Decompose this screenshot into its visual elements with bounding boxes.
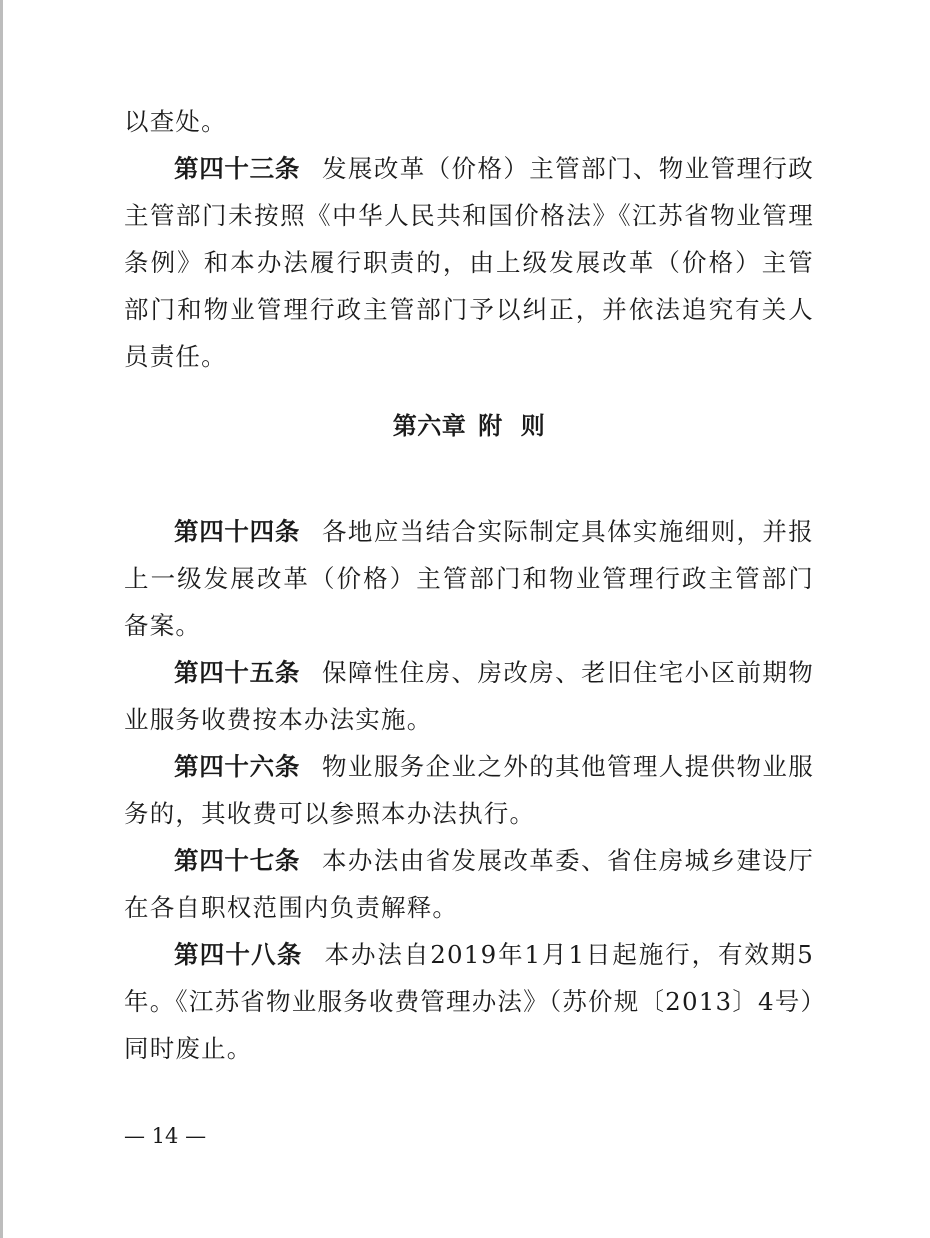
article-48-text: 本办法自2019年1月1日起施行，有效期5年。《江苏省物业服务收费管理办法》（苏价规〔2013〕4号）同时废止。	[124, 940, 815, 1063]
article-43-number: 第四十三条	[174, 154, 301, 183]
article-48	[124, 931, 814, 1072]
article-44-number: 第四十四条	[174, 517, 301, 546]
article-45	[124, 649, 814, 743]
document-page	[124, 98, 814, 1072]
article-46	[124, 743, 814, 837]
article-45-text: 保障性住房、房改房、老旧住宅小区前期物业服务收费按本办法实施。	[124, 658, 814, 734]
article-47-text: 本办法由省发展改革委、省住房城乡建设厅在各自职权范围内负责解释。	[124, 846, 814, 922]
article-44-text: 各地应当结合实际制定具体实施细则，并报上一级发展改革（价格）主管部门和物业管理行政主管部门备案。	[124, 517, 814, 640]
chapter-heading	[124, 380, 814, 508]
article-47-number: 第四十七条	[174, 846, 301, 875]
continuation-text: 以查处。	[124, 107, 227, 136]
article-43	[124, 145, 814, 380]
article-44	[124, 508, 814, 649]
chapter-number: 第六章	[392, 412, 467, 440]
article-48-number: 第四十八条	[174, 940, 303, 969]
page-left-edge	[0, 0, 3, 1238]
article-47	[124, 837, 814, 931]
article-46-text: 物业服务企业之外的其他管理人提供物业服务的，其收费可以参照本办法执行。	[124, 752, 814, 828]
article-46-number: 第四十六条	[174, 752, 301, 781]
chapter-title-1: 附	[478, 412, 503, 440]
article-43-text: 发展改革（价格）主管部门、物业管理行政主管部门未按照《中华人民共和国价格法》《江苏省物业管理条例》和本办法履行职责的，由上级发展改革（价格）主管部门和物业管理行政主管部门予以纠正，并依法追究有关人员责任。	[124, 154, 814, 371]
page-number: — 14 —	[124, 1124, 207, 1148]
article-45-number: 第四十五条	[174, 658, 301, 687]
chapter-title-2: 则	[520, 412, 546, 440]
